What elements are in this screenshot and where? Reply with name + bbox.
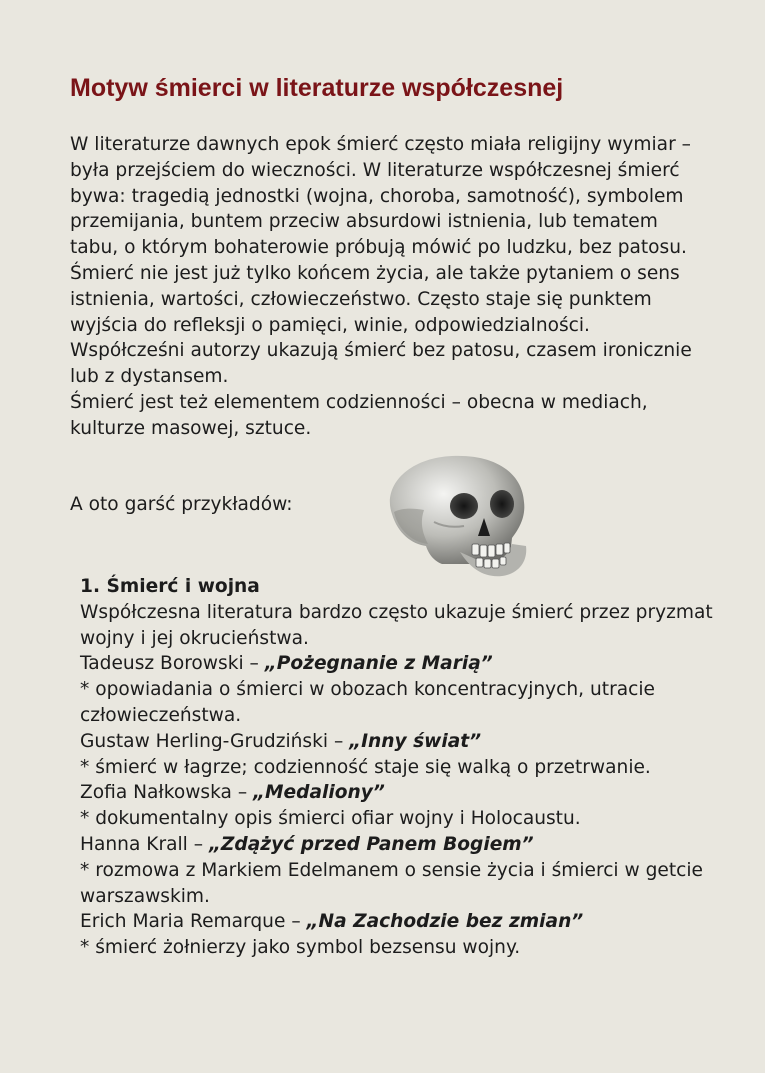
work-entry [80, 780, 720, 806]
work-entry [80, 651, 720, 677]
work-title: „Medaliony” [253, 782, 385, 804]
page-title: Motyw śmierci w literaturze współczesnej [70, 74, 564, 102]
work-description: * dokumentalny opis śmierci ofiar wojny i Holocaustu. [80, 808, 581, 830]
skull-illustration-icon [372, 452, 548, 582]
work-description: * rozmowa z Markiem Edelmanem o sensie życia i śmierci w getcie warszawskim. [80, 859, 703, 907]
work-title: „Pożegnanie z Marią” [264, 653, 493, 675]
intro-paragraph: Śmierć jest też elementem codzienności – obecna w mediach, kulturze masowej, sztuce. [70, 391, 648, 439]
work-author: Erich Maria Remarque – [80, 911, 307, 933]
section-death-and-war [80, 574, 720, 961]
work-description: * śmierć żołnierzy jako symbol bezsensu wojny. [80, 937, 521, 959]
work-description: * opowiadania o śmierci w obozach koncentracyjnych, utracie człowieczeństwa. [80, 679, 655, 726]
intro-text [70, 132, 710, 442]
work-title: „Inny świat” [349, 730, 482, 752]
work-entry [80, 832, 720, 858]
work-author: Hanna Krall – [80, 833, 209, 855]
examples-lead: A oto garść przykładów: [70, 494, 293, 515]
intro-paragraph: W literaturze dawnych epok śmierć często miała religijny wymiar – była przejściem do wieczności. W literaturze współczesnej śmierć bywa: tragedią jednostki (wojna, choroba, samotność), symbolem przemijania, buntem przeciw absurdowi istnienia, lub tematem tabu, o którym bohaterowie próbują mówić po ludzku, bez patosu. [70, 134, 691, 259]
work-author: Gustaw Herling-Grudziński – [80, 730, 350, 752]
section-text: Współczesna literatura bardzo często ukazuje śmierć przez pryzmat wojny i jej okrucieństwa. [80, 601, 713, 649]
work-description: * śmierć w łagrze; codzienność staje się walką o przetrwanie. [80, 756, 651, 778]
intro-paragraph: Śmierć nie jest już tylko końcem życia, ale także pytaniem o sens istnienia, wartości, człowieczeństwo. Często staje się punktem wyjścia do refleksji o pamięci, winie, odpowiedzialności. Współcześni autorzy ukazują śmierć bez patosu, czasem ironicznie lub z dystansem. [70, 262, 692, 388]
section-heading: 1. Śmierć i wojna [80, 576, 260, 597]
work-title: „Na Zachodzie bez zmian” [306, 911, 584, 933]
work-author: Tadeusz Borowski – [80, 653, 265, 675]
work-entry [80, 729, 720, 755]
work-title: „Zdążyć przed Panem Bogiem” [208, 833, 534, 855]
work-author: Zofia Nałkowska – [80, 782, 254, 804]
work-entry [80, 909, 720, 935]
